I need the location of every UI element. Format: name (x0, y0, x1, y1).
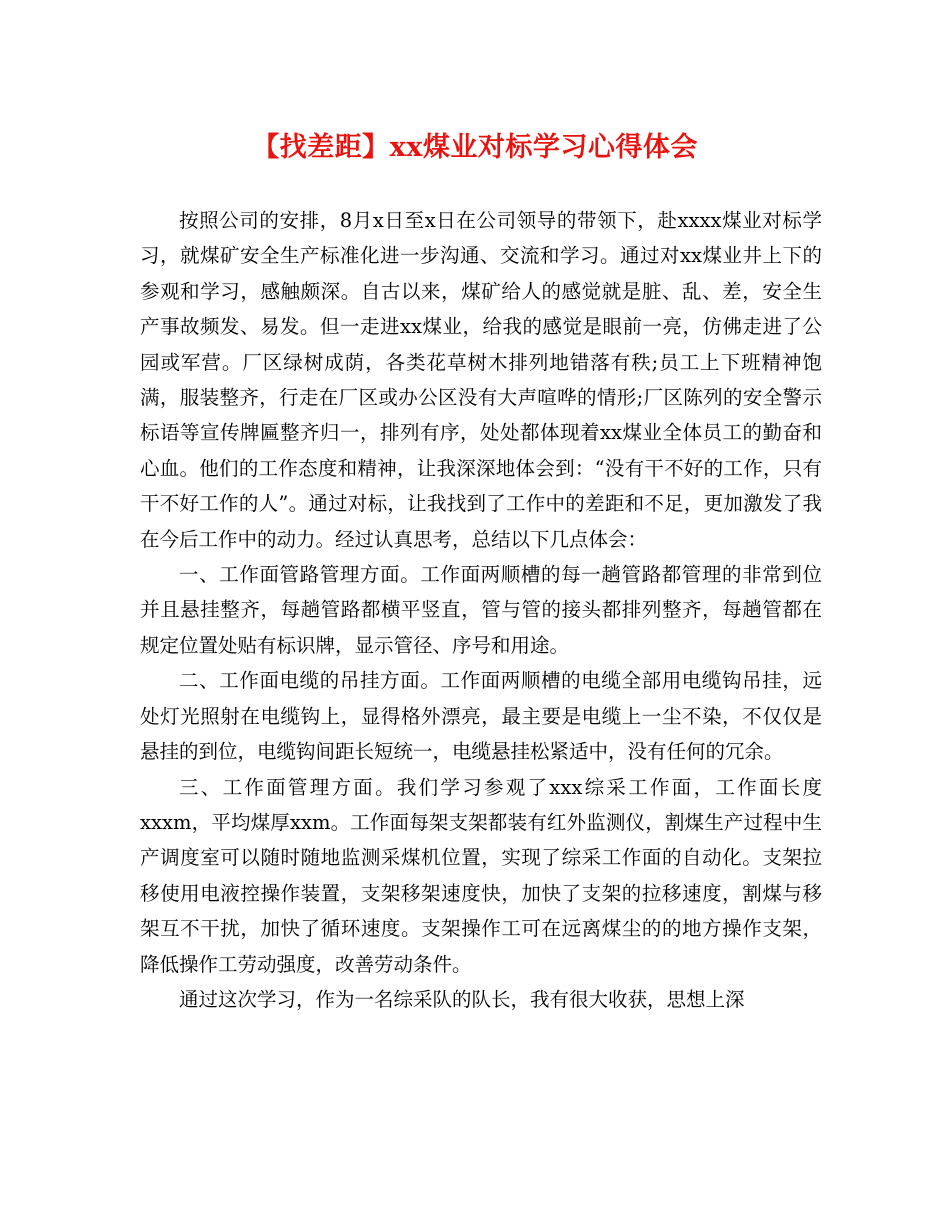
paragraph-conclusion: 通过这次学习，作为一名综采队的队长，我有很大收获，思想上深 (179, 987, 745, 1011)
paragraph-face-management: 三、工作面管理方面。我们学习参观了xxx综采工作面，工作面长度xxxm，平均煤厚xxm。工作面每架支架都装有红外监测仪，割煤生产过程中生产调度室可以随时随地监测采煤机位置，实现了综采工作面的自动化。支架拉移使用电液控操作装置，支架移架速度快，加快了支架的拉移速度，割煤与移架互不干扰，加快了循环速度。支架操作工可在远离煤尘的的地方操作支架，降低操作工劳动强度，改善劳动条件。 (140, 775, 822, 976)
paragraph-pipeline-management: 一、工作面管路管理方面。工作面两顺槽的每一趟管路都管理的非常到位并且悬挂整齐，每趟管路都横平竖直，管与管的接头都排列整齐，每趟管都在规定位置处贴有标识牌，显示管径、序号和用途。 (140, 563, 822, 657)
paragraph-intro: 按照公司的安排，8月x日至x日在公司领导的带领下，赴xxxx煤业对标学习，就煤矿安全生产标准化进一步沟通、交流和学习。通过对xx煤业井上下的参观和学习，感触颇深。自古以来，煤矿给人的感觉就是脏、乱、差，安全生产事故频发、易发。但一走进xx煤业，给我的感觉是眼前一亮，仿佛走进了公园或军营。厂区绿树成荫，各类花草树木排列地错落有秩;员工上下班精神饱满，服装整齐，行走在厂区或办公区没有大声喧哗的情形;厂区陈列的安全警示标语等宣传牌匾整齐归一，排列有序，处处都体现着xx煤业全体员工的勤奋和心血。他们的工作态度和精神，让我深深地体会到：“没有干不好的工作，只有干不好工作的人”。通过对标，让我找到了工作中的差距和不足，更加激发了我在今后工作中的动力。经过认真思考，总结以下几点体会： (140, 209, 822, 551)
document-body (140, 203, 822, 1017)
document-title: 【找差距】xx煤业对标学习心得体会 (252, 132, 698, 163)
paragraph-cable-hanging: 二、工作面电缆的吊挂方面。工作面两顺槽的电缆全部用电缆钩吊挂，远处灯光照射在电缆钩上，显得格外漂亮，最主要是电缆上一尘不染，不仅仅是悬挂的到位，电缆钩间距长短统一，电缆悬挂松紧适中，没有任何的冗余。 (140, 669, 822, 764)
